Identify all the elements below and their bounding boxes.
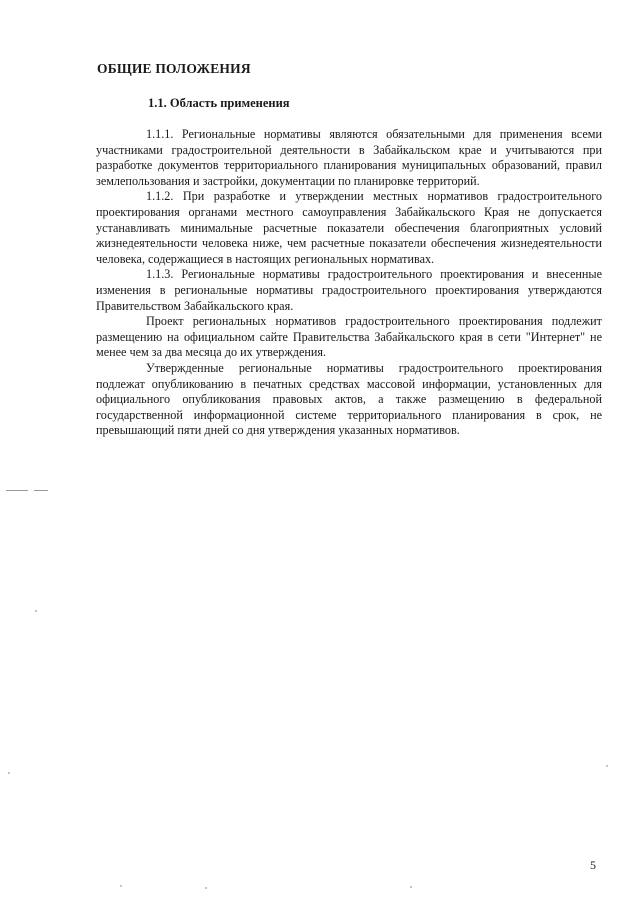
scan-artifact-dot bbox=[8, 772, 10, 774]
paragraph-1-1-2: 1.1.2. При разработке и утверждении местных нормативов градостроительного проектирования органами местного самоуправления Забайкальского Края не допускается устанавливать минимальные расчетные показатели обеспечения благоприятных условий жизнедеятельности человека ниже, чем расчетные показатели обеспечения жизнедеятельности человека, содержащиеся в настоящих региональных нормативах. bbox=[96, 189, 602, 266]
scan-artifact-dot bbox=[120, 885, 122, 887]
scan-artifact-dot bbox=[410, 886, 412, 888]
subsection-title: 1.1. Область применения bbox=[148, 96, 290, 110]
paragraph-approved-publication: Утвержденные региональные нормативы градостроительного проектирования подлежат опубликованию в печатных средствах массовой информации, установленных для официального опубликования правовых актов, а также размещению в федеральной государственной информационной системе территориального планирования в срок, не превышающий пяти дней со дня утверждения указанных нормативов. bbox=[96, 360, 602, 438]
paragraph-project-publication: Проект региональных нормативов градостроительного проектирования подлежит размещению на официальном сайте Правительства Забайкальского края в сети "Интернет" не менее чем за два месяца до их утверждения. bbox=[96, 314, 602, 360]
scan-artifact-line bbox=[6, 490, 28, 491]
scan-artifact-line bbox=[34, 490, 48, 491]
paragraph-1-1-3: 1.1.3. Региональные нормативы градостроительного проектирования и внесенные изменения в региональные нормативы градостроительного проектирования утверждаются Правительством Забайкальского края. bbox=[96, 267, 602, 313]
section-title: ОБЩИЕ ПОЛОЖЕНИЯ bbox=[97, 61, 251, 76]
scan-artifact-dot bbox=[35, 610, 37, 612]
scan-artifact-dot bbox=[606, 765, 608, 767]
page-number: 5 bbox=[590, 858, 596, 872]
document-body bbox=[96, 127, 602, 439]
scan-artifact-dot bbox=[205, 887, 207, 889]
paragraph-1-1-1: 1.1.1. Региональные нормативы являются обязательными для применения всеми участниками градостроительной деятельности в Забайкальском крае и учитываются при разработке документов территориального планирования муниципальных образований, правил землепользования и застройки, документации по планировке территорий. bbox=[96, 127, 602, 188]
